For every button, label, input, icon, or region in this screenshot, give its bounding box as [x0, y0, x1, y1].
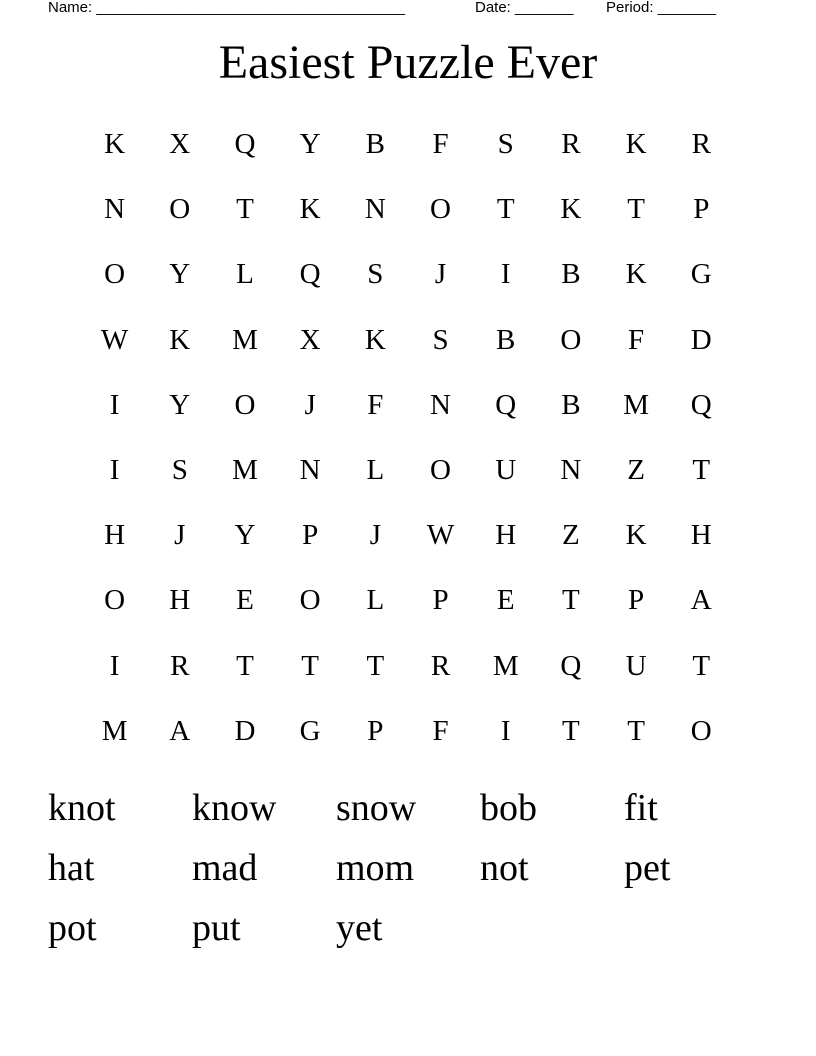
grid-cell[interactable]: J: [434, 258, 447, 291]
grid-cell[interactable]: M: [232, 323, 258, 356]
grid-cell[interactable]: Q: [234, 128, 256, 161]
worksheet-header: [48, 0, 717, 17]
word-bank-item: put: [192, 907, 241, 949]
grid-cell[interactable]: L: [236, 258, 254, 291]
page-title: Easiest Puzzle Ever: [218, 36, 598, 89]
word-bank-item: yet: [336, 907, 383, 949]
grid-cell[interactable]: Y: [234, 519, 256, 552]
grid-cell[interactable]: F: [432, 128, 449, 161]
grid-cell[interactable]: J: [304, 388, 316, 421]
grid-cell[interactable]: K: [169, 323, 191, 356]
grid-cell[interactable]: K: [625, 128, 647, 161]
grid-cell[interactable]: T: [692, 454, 711, 487]
grid-cell[interactable]: O: [430, 454, 451, 487]
grid-cell[interactable]: L: [366, 584, 385, 617]
grid-cell[interactable]: O: [234, 388, 256, 421]
grid-cell[interactable]: P: [432, 584, 449, 617]
grid-cell[interactable]: K: [560, 193, 582, 226]
grid-cell[interactable]: R: [691, 128, 711, 161]
grid-cell[interactable]: Q: [690, 388, 712, 421]
grid-cell[interactable]: R: [430, 649, 451, 682]
grid-cell[interactable]: T: [562, 714, 580, 747]
grid-cell[interactable]: K: [625, 258, 647, 291]
grid-cell[interactable]: H: [104, 519, 126, 552]
grid-cell[interactable]: L: [366, 454, 385, 487]
grid-cell[interactable]: U: [495, 454, 517, 487]
grid-cell[interactable]: F: [367, 388, 384, 421]
grid-cell[interactable]: U: [625, 649, 647, 682]
grid-cell[interactable]: P: [693, 193, 710, 226]
grid-cell[interactable]: I: [109, 388, 120, 421]
word-bank: [48, 778, 768, 958]
grid-cell[interactable]: O: [169, 193, 191, 226]
grid-cell[interactable]: N: [430, 388, 451, 421]
word-bank-item: snow: [336, 787, 417, 829]
grid-cell[interactable]: N: [299, 454, 321, 487]
grid-cell[interactable]: M: [492, 649, 519, 682]
grid-cell[interactable]: A: [169, 714, 191, 747]
grid-cell[interactable]: W: [100, 323, 129, 356]
grid-cell[interactable]: N: [364, 193, 386, 226]
grid-cell[interactable]: G: [690, 258, 712, 291]
word-bank-item: fit: [624, 787, 658, 829]
grid-cell[interactable]: I: [109, 454, 120, 487]
word-bank-item: mom: [336, 847, 415, 889]
grid-cell[interactable]: D: [234, 714, 256, 747]
grid-cell[interactable]: S: [432, 323, 449, 356]
word-bank-item: hat: [48, 847, 95, 889]
grid-cell[interactable]: F: [432, 714, 449, 747]
grid-cell[interactable]: P: [367, 714, 384, 747]
grid-cell[interactable]: T: [301, 649, 320, 682]
grid-cell[interactable]: T: [627, 714, 645, 747]
grid-cell[interactable]: K: [625, 519, 647, 552]
grid-cell[interactable]: T: [627, 193, 645, 226]
grid-cell[interactable]: N: [104, 193, 126, 226]
grid-cell[interactable]: O: [104, 258, 126, 291]
grid-cell[interactable]: S: [367, 258, 384, 291]
grid-cell[interactable]: Q: [299, 258, 321, 291]
grid-cell[interactable]: J: [369, 519, 381, 552]
grid-cell[interactable]: Z: [562, 519, 580, 552]
grid-cell[interactable]: T: [366, 649, 385, 682]
grid-cell[interactable]: X: [299, 323, 321, 356]
grid-cell[interactable]: D: [690, 323, 712, 356]
grid-cell[interactable]: B: [496, 323, 516, 356]
grid-cell[interactable]: G: [299, 714, 321, 747]
grid-cell[interactable]: A: [690, 584, 712, 617]
grid-cell[interactable]: O: [690, 714, 712, 747]
grid-cell[interactable]: B: [561, 388, 581, 421]
grid-cell[interactable]: T: [236, 649, 254, 682]
word-bank-item: bob: [480, 787, 537, 829]
word-bank-item: knot: [48, 787, 116, 829]
grid-cell[interactable]: K: [299, 193, 321, 226]
grid-cell[interactable]: H: [495, 519, 517, 552]
grid-cell[interactable]: B: [365, 128, 386, 161]
grid-cell[interactable]: O: [430, 193, 451, 226]
word-bank-item: pet: [624, 847, 671, 889]
grid-cell[interactable]: E: [496, 584, 515, 617]
grid-cell[interactable]: P: [302, 519, 319, 552]
grid-cell[interactable]: O: [104, 584, 126, 617]
grid-cell[interactable]: Y: [169, 388, 191, 421]
grid-cell[interactable]: I: [500, 714, 511, 747]
grid-cell[interactable]: N: [560, 454, 582, 487]
grid-cell[interactable]: Y: [299, 128, 321, 161]
grid-cell[interactable]: E: [236, 584, 254, 617]
name-field[interactable]: Name: _____________________________________: [48, 0, 406, 16]
grid-cell[interactable]: Z: [627, 454, 645, 487]
grid-cell[interactable]: S: [171, 454, 188, 487]
grid-cell[interactable]: T: [496, 193, 515, 226]
grid-cell[interactable]: O: [299, 584, 321, 617]
word-bank-item: know: [192, 787, 277, 829]
grid-cell[interactable]: H: [169, 584, 191, 617]
letter-grid: [82, 112, 734, 764]
grid-cell[interactable]: Q: [560, 649, 582, 682]
grid-cell[interactable]: M: [623, 388, 649, 421]
grid-cell[interactable]: I: [500, 258, 511, 291]
grid-cell[interactable]: P: [628, 584, 645, 617]
grid-cell[interactable]: J: [174, 519, 186, 552]
word-bank-item: mad: [192, 847, 258, 889]
grid-cell[interactable]: M: [101, 714, 128, 747]
grid-cell[interactable]: I: [109, 649, 120, 682]
grid-cell[interactable]: T: [562, 584, 580, 617]
word-bank-item: not: [480, 847, 529, 889]
grid-cell[interactable]: R: [170, 649, 190, 682]
grid-cell[interactable]: B: [561, 258, 581, 291]
grid-cell[interactable]: H: [690, 519, 712, 552]
grid-cell[interactable]: R: [561, 128, 581, 161]
grid-cell[interactable]: X: [169, 128, 191, 161]
grid-cell[interactable]: Y: [169, 258, 191, 291]
grid-cell[interactable]: F: [628, 323, 645, 356]
grid-cell[interactable]: M: [232, 454, 258, 487]
period-field[interactable]: Period: _______: [606, 0, 717, 16]
grid-cell[interactable]: T: [236, 193, 254, 226]
grid-cell[interactable]: S: [497, 128, 514, 161]
grid-cell[interactable]: W: [426, 519, 455, 552]
date-field[interactable]: Date: _______: [475, 0, 574, 16]
grid-cell[interactable]: K: [104, 128, 126, 161]
grid-cell[interactable]: O: [560, 323, 582, 356]
word-bank-item: pot: [48, 907, 97, 949]
grid-cell[interactable]: T: [692, 649, 711, 682]
grid-cell[interactable]: K: [364, 323, 386, 356]
grid-cell[interactable]: Q: [495, 388, 517, 421]
